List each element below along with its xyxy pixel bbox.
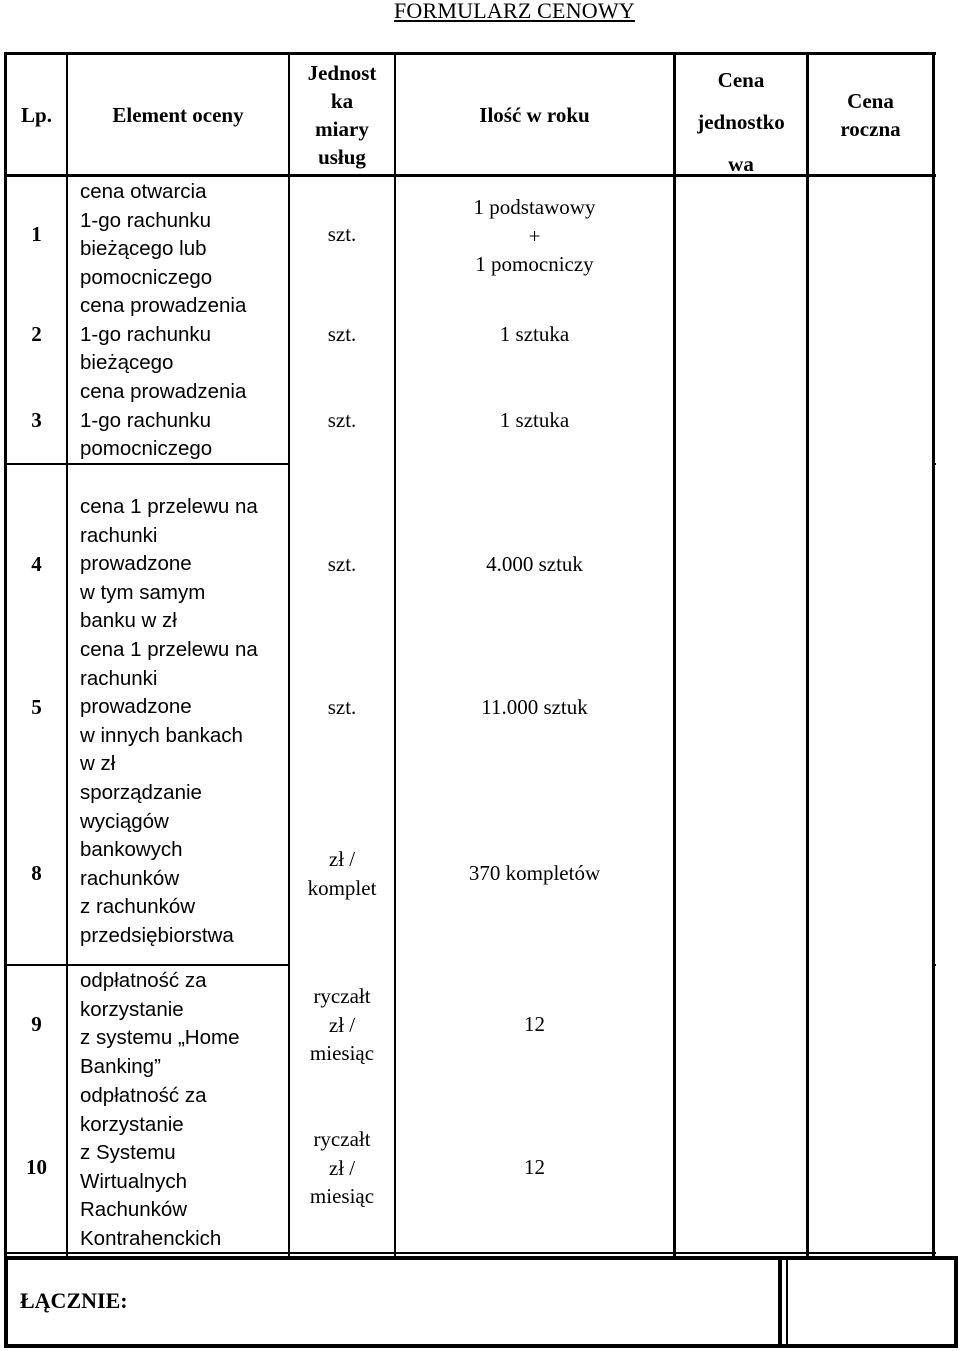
row-element: sporządzanie wyciągów bankowych rachunków z rachunków przedsiębiorstwa bbox=[80, 781, 234, 947]
row-lp: 2 bbox=[31, 322, 42, 346]
row-unit: szt. bbox=[327, 222, 357, 246]
row-element: cena otwarcia 1-go rachunku bieżącego lub pomocniczego bbox=[80, 180, 213, 289]
header-unit-price bbox=[676, 59, 806, 185]
row-unit: ryczałt zł / miesiąc bbox=[309, 984, 375, 1065]
row-lp: 1 bbox=[31, 222, 42, 246]
row-lp: 5 bbox=[31, 695, 42, 719]
row-unit: zł / komplet bbox=[307, 847, 377, 900]
row-unit: szt. bbox=[327, 552, 357, 576]
row-lp: 8 bbox=[31, 861, 42, 885]
row-element: cena 1 przelewu na rachunki prowadzone w tym samym banku w zł bbox=[80, 495, 258, 632]
row-lp: 10 bbox=[26, 1155, 47, 1179]
row-qty: 1 sztuka bbox=[499, 322, 570, 346]
row-lp: 4 bbox=[31, 552, 42, 576]
row-element: cena prowadzenia 1-go rachunku bieżącego bbox=[80, 294, 247, 374]
total-label: ŁĄCZNIE: bbox=[20, 1288, 128, 1313]
header-unit: Jednost ka miary usług bbox=[307, 61, 377, 169]
row-unit: szt. bbox=[327, 322, 357, 346]
header-qty: Ilość w roku bbox=[479, 103, 590, 127]
row-qty: 1 podstawowy + 1 pomocniczy bbox=[473, 195, 596, 276]
row-unit: szt. bbox=[327, 408, 357, 432]
row-qty: 370 kompletów bbox=[468, 861, 601, 885]
row-qty: 12 bbox=[524, 1012, 545, 1036]
row-element: cena prowadzenia 1-go rachunku pomocniczego bbox=[80, 380, 247, 460]
row-lp: 9 bbox=[31, 1012, 42, 1036]
row-qty: 12 bbox=[524, 1155, 545, 1179]
header-unit-price-text: Cena jednostko wa bbox=[697, 68, 785, 176]
row-unit: szt. bbox=[327, 695, 357, 719]
row-element: odpłatność za korzystanie z systemu „Home Banking” bbox=[80, 969, 240, 1078]
row-element: odpłatność za korzystanie z Systemu Wirtualnych Rachunków Kontrahenckich bbox=[80, 1084, 222, 1250]
header-lp: Lp. bbox=[21, 103, 52, 127]
row-qty: 1 sztuka bbox=[499, 408, 570, 432]
form-title: FORMULARZ CENOWY bbox=[394, 0, 635, 23]
row-unit: ryczałt zł / miesiąc bbox=[309, 1127, 375, 1208]
row-lp: 3 bbox=[31, 408, 42, 432]
row-element: cena 1 przelewu na rachunki prowadzone w innych bankach w zł bbox=[80, 638, 258, 775]
header-annual-price: Cena roczna bbox=[840, 89, 901, 141]
header-element: Element oceny bbox=[112, 103, 244, 127]
row-qty: 4.000 sztuk bbox=[486, 552, 583, 576]
row-qty: 11.000 sztuk bbox=[481, 695, 588, 719]
